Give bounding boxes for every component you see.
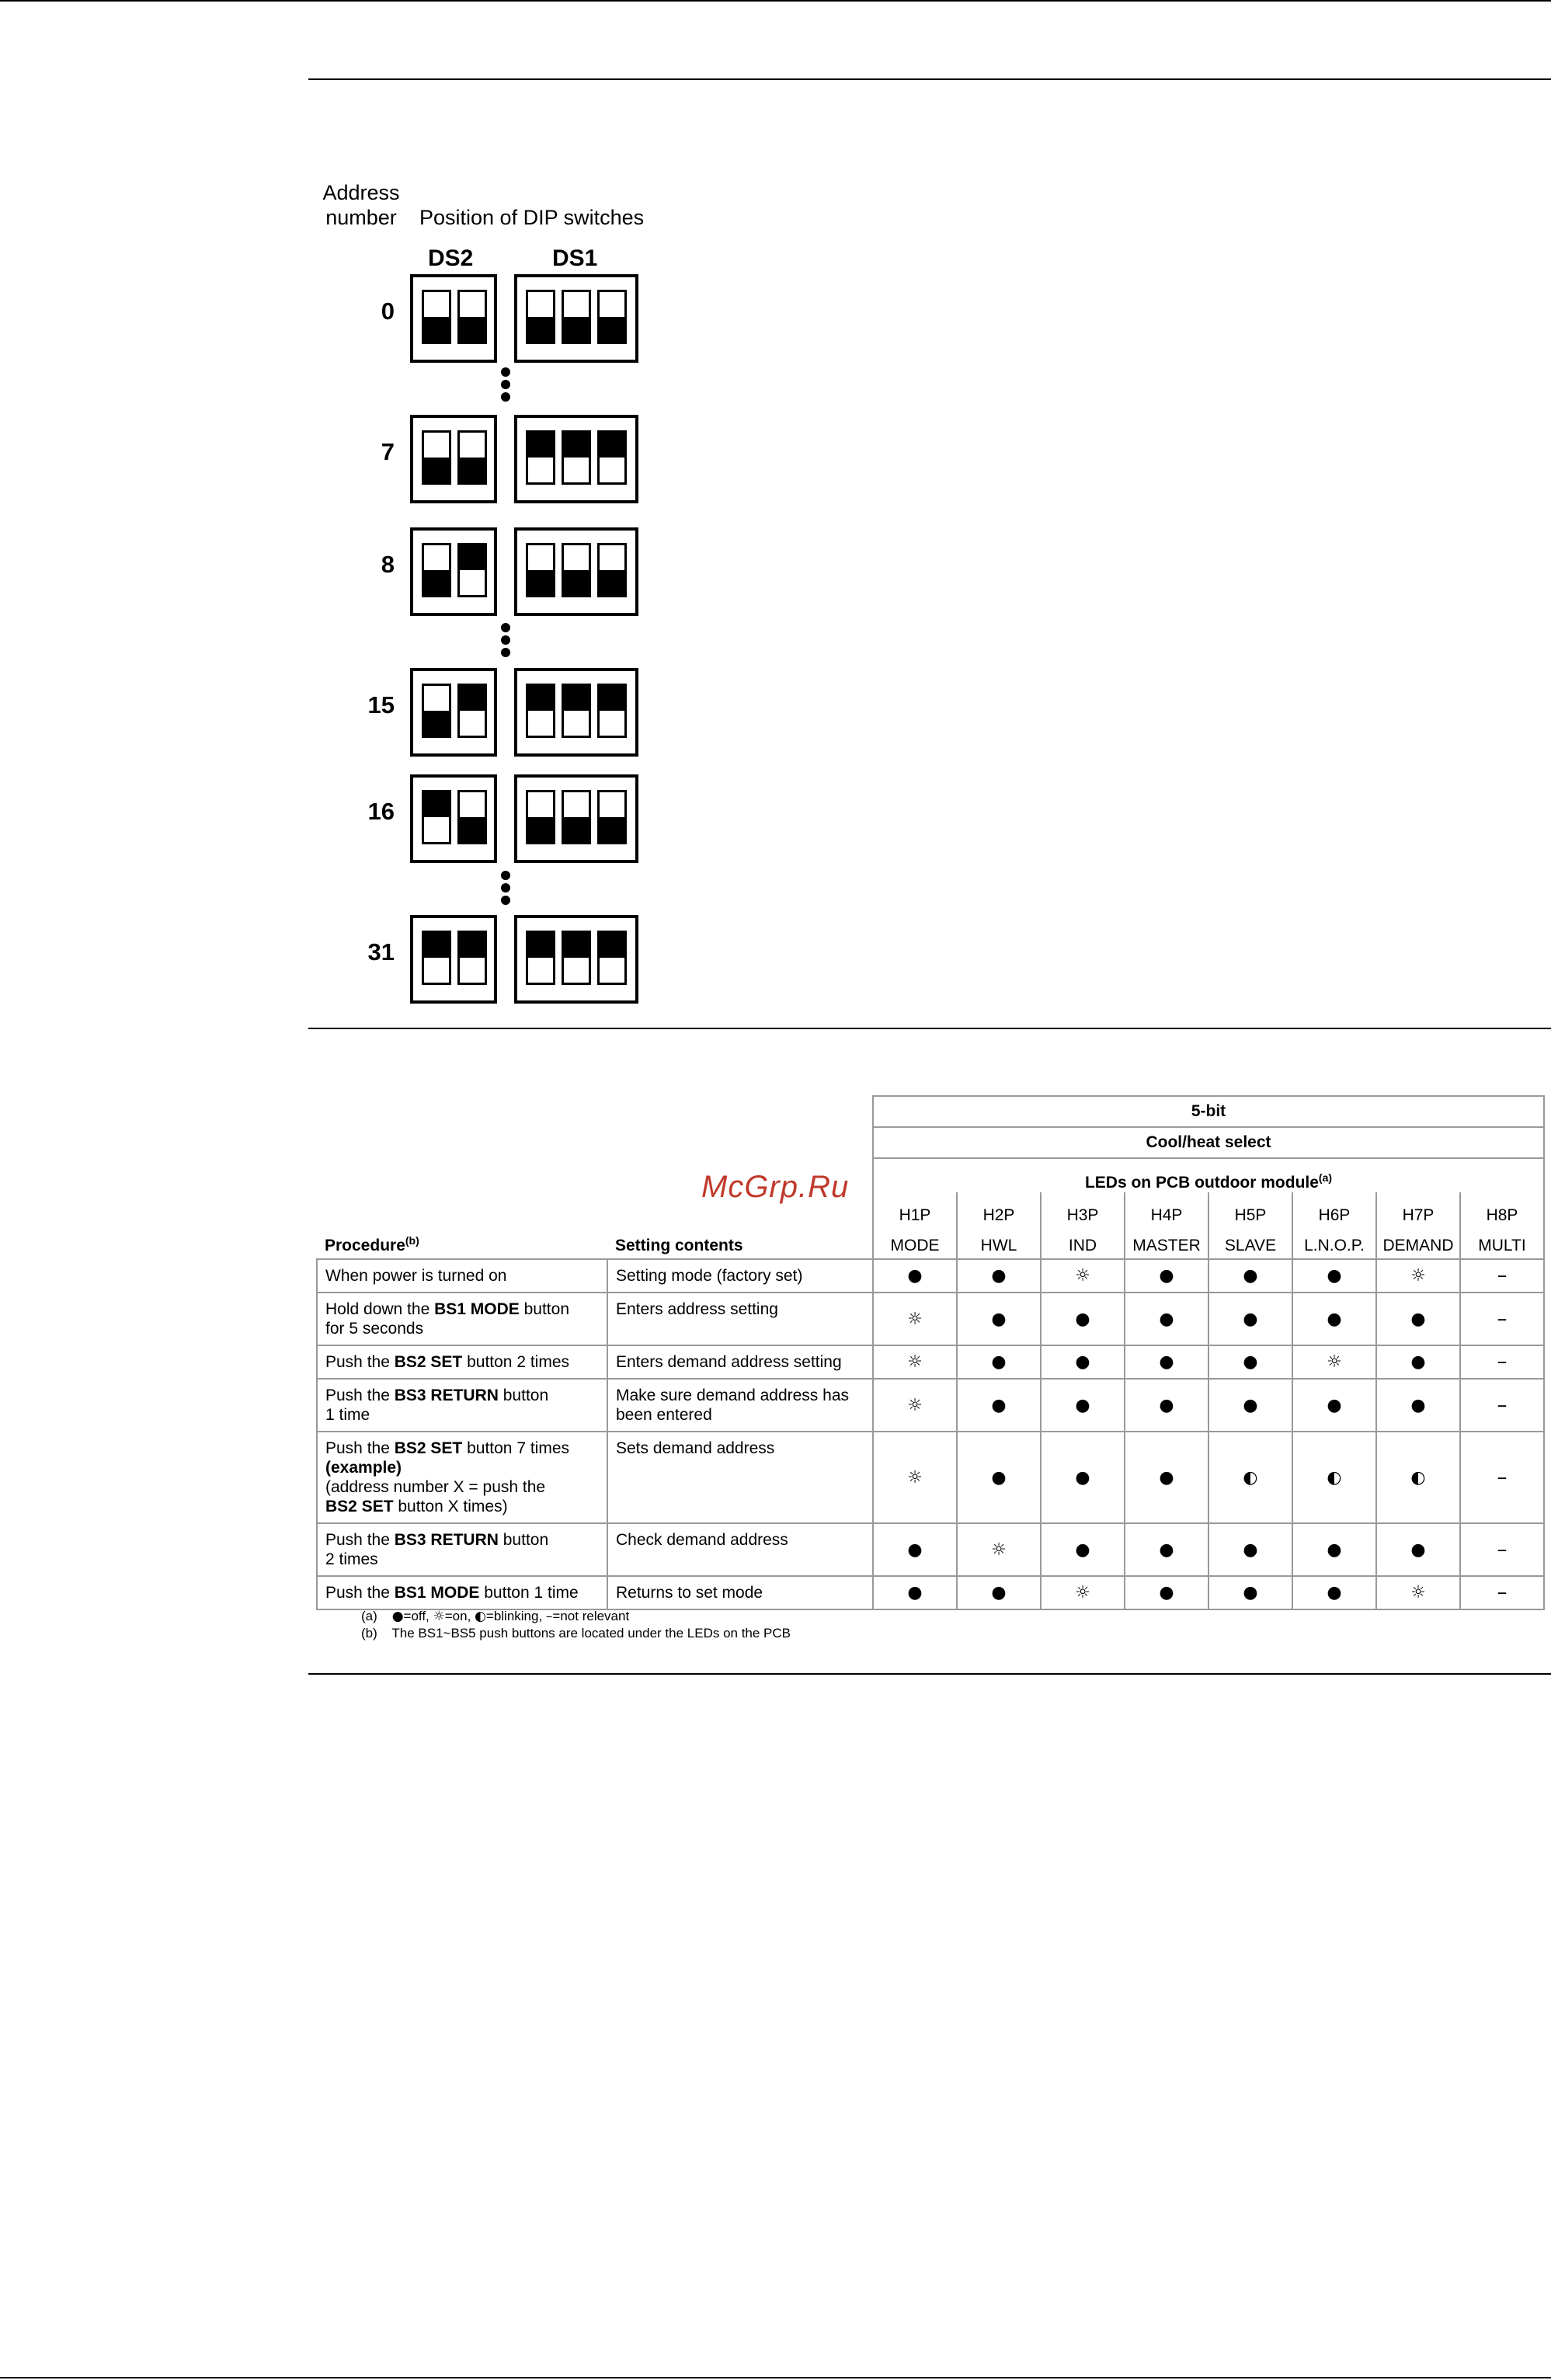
header-leds-on-pcb: [873, 1158, 1544, 1192]
led-code-header: H7P: [1376, 1192, 1460, 1225]
setting-cell: [607, 1293, 873, 1345]
dip-switch: [526, 790, 555, 844]
switch-upper-half: [564, 433, 589, 458]
address-label: 0: [381, 298, 395, 325]
setting-text: Enters demand address setting: [616, 1353, 842, 1371]
led-state-on-icon: ☼: [1041, 1259, 1125, 1293]
table-row: [317, 1293, 1544, 1345]
header-cool-heat: Cool/heat select: [873, 1127, 1544, 1158]
footnote-a: [361, 1608, 791, 1625]
footnote-a-label: (a): [361, 1609, 377, 1623]
dip-switch: [562, 684, 591, 738]
switch-lower-half: [600, 570, 624, 595]
led-state-off-icon: ●: [1376, 1523, 1460, 1576]
led-state-off-icon: ●: [1208, 1523, 1292, 1576]
dip-switch: [526, 543, 555, 597]
dip-switch: [422, 790, 451, 844]
procedure-text: 2 times: [325, 1550, 378, 1568]
procedure-header: [317, 1225, 607, 1259]
switch-lower-half: [600, 711, 624, 736]
switch-lower-half: [460, 817, 485, 842]
switch-upper-half: [528, 292, 553, 317]
switch-upper-half: [460, 686, 485, 711]
dip-switch: [597, 430, 627, 485]
procedure-header-sup: (b): [405, 1234, 419, 1247]
led-code-header: H5P: [1208, 1192, 1292, 1225]
procedure-text: Push the: [325, 1584, 395, 1602]
led-state-off-icon: ●: [873, 1523, 957, 1576]
ds1-switch-block: [514, 274, 638, 363]
led-state-blink-icon: ◐: [1292, 1432, 1376, 1523]
switch-lower-half: [564, 570, 589, 595]
switch-upper-half: [460, 792, 485, 817]
switch-upper-half: [424, 933, 449, 958]
led-state-off-icon: ●: [1041, 1379, 1125, 1432]
procedure-text: BS2 SET: [394, 1353, 463, 1371]
led-code-header: H1P: [873, 1192, 957, 1225]
procedure-cell: [317, 1345, 607, 1379]
led-state-off-icon: ●: [1125, 1293, 1208, 1345]
led-state-off-icon: ●: [1208, 1379, 1292, 1432]
procedure-text: (address number X = push the: [325, 1478, 546, 1496]
led-code-header: H2P: [957, 1192, 1041, 1225]
ds1-label: DS1: [552, 245, 598, 271]
procedure-text: Push the: [325, 1387, 395, 1404]
led-state-off-icon: ●: [1292, 1523, 1376, 1576]
dip-switch: [597, 543, 627, 597]
led-state-on-icon: ☼: [873, 1345, 957, 1379]
setting-cell: [607, 1432, 873, 1523]
ds1-switch-block: [514, 915, 638, 1004]
off-symbol-icon: ●: [391, 1609, 404, 1624]
address-label: 7: [381, 438, 395, 465]
address-label: 31: [367, 938, 395, 966]
address-number-header: [318, 180, 404, 230]
switch-lower-half: [424, 570, 449, 595]
procedure-text: BS1 MODE: [394, 1584, 480, 1602]
led-procedure-table: [316, 1095, 1545, 1610]
led-state-on-icon: ☼: [1292, 1345, 1376, 1379]
switch-lower-half: [528, 711, 553, 736]
switch-lower-half: [424, 958, 449, 983]
led-state-na-icon: –: [1460, 1432, 1544, 1523]
dip-switch: [562, 430, 591, 485]
procedure-text: BS3 RETURN: [394, 1387, 499, 1404]
switch-lower-half: [424, 711, 449, 736]
led-state-on-icon: ☼: [873, 1432, 957, 1523]
table-row: [317, 1259, 1544, 1293]
led-state-na-icon: –: [1460, 1345, 1544, 1379]
procedure-text: button 7 times: [462, 1439, 570, 1457]
led-state-off-icon: ●: [1376, 1293, 1460, 1345]
led-name-header: L.N.O.P.: [1292, 1225, 1376, 1259]
figure-top-rule: [308, 78, 1551, 80]
ellipsis-dot: [501, 896, 510, 905]
setting-text: Setting mode (factory set): [616, 1267, 803, 1285]
ds2-switch-block: [410, 668, 497, 757]
na-symbol-icon: –: [545, 1609, 553, 1624]
led-state-off-icon: ●: [1125, 1345, 1208, 1379]
dip-switch: [562, 931, 591, 985]
procedure-text: When power is turned on: [325, 1267, 507, 1285]
led-name-header: HWL: [957, 1225, 1041, 1259]
switch-lower-half: [460, 958, 485, 983]
switch-lower-half: [600, 317, 624, 342]
footnote-a-blink: =blinking,: [485, 1609, 546, 1623]
led-state-off-icon: ●: [1208, 1259, 1292, 1293]
header-5bit: 5-bit: [873, 1096, 1544, 1127]
dip-switch: [422, 931, 451, 985]
switch-upper-half: [528, 933, 553, 958]
footnote-b-label: (b): [361, 1626, 377, 1641]
led-state-off-icon: ●: [1041, 1293, 1125, 1345]
led-state-off-icon: ●: [1041, 1432, 1125, 1523]
ds1-switch-block: [514, 415, 638, 503]
switch-upper-half: [528, 433, 553, 458]
figure-bottom-rule: [308, 1028, 1551, 1029]
switch-lower-half: [600, 958, 624, 983]
setting-text: Returns to set mode: [616, 1584, 763, 1602]
led-name-header: DEMAND: [1376, 1225, 1460, 1259]
switch-upper-half: [528, 792, 553, 817]
setting-text: Enters address setting: [616, 1300, 778, 1318]
switch-upper-half: [424, 792, 449, 817]
switch-upper-half: [460, 433, 485, 458]
table-body: [317, 1259, 1544, 1609]
led-state-on-icon: ☼: [1376, 1576, 1460, 1609]
procedure-text: button: [498, 1531, 549, 1549]
switch-upper-half: [528, 545, 553, 570]
ellipsis-dot: [501, 871, 510, 880]
led-name-header: MULTI: [1460, 1225, 1544, 1259]
ds2-label: DS2: [428, 245, 474, 271]
dip-switch: [457, 543, 487, 597]
procedure-cell: [317, 1293, 607, 1345]
address-label: 15: [367, 691, 395, 719]
led-state-off-icon: ●: [957, 1379, 1041, 1432]
led-state-off-icon: ●: [1208, 1576, 1292, 1609]
led-name-header: SLAVE: [1208, 1225, 1292, 1259]
blink-symbol-icon: ◐: [475, 1609, 486, 1624]
dip-switch: [562, 790, 591, 844]
procedure-text: 1 time: [325, 1406, 370, 1424]
switch-upper-half: [460, 292, 485, 317]
address-header-line1: Address: [322, 181, 400, 204]
procedure-header-text: Procedure: [325, 1237, 405, 1254]
led-state-na-icon: –: [1460, 1379, 1544, 1432]
ds1-switch-block: [514, 668, 638, 757]
header-leds-text: LEDs on PCB outdoor module: [1084, 1174, 1319, 1192]
led-state-na-icon: –: [1460, 1293, 1544, 1345]
led-state-off-icon: ●: [1292, 1293, 1376, 1345]
led-name-header: MASTER: [1125, 1225, 1208, 1259]
procedure-text: BS2 SET: [394, 1439, 463, 1457]
led-state-off-icon: ●: [1125, 1576, 1208, 1609]
led-state-off-icon: ●: [1292, 1379, 1376, 1432]
led-state-na-icon: –: [1460, 1523, 1544, 1576]
footnote-a-na: =not relevant: [552, 1609, 630, 1623]
switch-lower-half: [528, 570, 553, 595]
setting-cell: [607, 1523, 873, 1576]
dip-switch: [422, 684, 451, 738]
procedure-text: Push the: [325, 1531, 395, 1549]
led-state-off-icon: ●: [1208, 1345, 1292, 1379]
ds2-switch-block: [410, 274, 497, 363]
led-state-na-icon: –: [1460, 1259, 1544, 1293]
led-state-off-icon: ●: [1125, 1432, 1208, 1523]
led-state-off-icon: ●: [957, 1293, 1041, 1345]
ellipsis-dot: [501, 648, 510, 657]
switch-lower-half: [564, 711, 589, 736]
dip-switch: [526, 430, 555, 485]
procedure-cell: [317, 1432, 607, 1523]
led-state-off-icon: ●: [1041, 1345, 1125, 1379]
procedure-text: Push the: [325, 1439, 395, 1457]
dip-switch: [457, 684, 487, 738]
led-state-off-icon: ●: [957, 1432, 1041, 1523]
address-label: 8: [381, 551, 395, 578]
led-code-header: H8P: [1460, 1192, 1544, 1225]
bottom-page-rule: [0, 2377, 1551, 2378]
switch-lower-half: [460, 570, 485, 595]
footnote-b: [361, 1625, 791, 1642]
led-state-on-icon: ☼: [873, 1379, 957, 1432]
switch-lower-half: [528, 458, 553, 482]
switch-upper-half: [424, 686, 449, 711]
dip-switch: [526, 290, 555, 344]
ds2-switch-block: [410, 415, 497, 503]
dip-switch: [457, 931, 487, 985]
switch-upper-half: [600, 433, 624, 458]
procedure-text: button: [498, 1387, 549, 1404]
procedure-text: button 1 time: [479, 1584, 579, 1602]
dip-switch: [597, 790, 627, 844]
switch-lower-half: [600, 458, 624, 482]
dip-switch: [422, 290, 451, 344]
setting-text: Check demand address: [616, 1531, 788, 1549]
switch-upper-half: [528, 686, 553, 711]
switch-upper-half: [460, 933, 485, 958]
led-name-header: IND: [1041, 1225, 1125, 1259]
address-label: 16: [367, 798, 395, 825]
switch-upper-half: [460, 545, 485, 570]
led-code-header: H3P: [1041, 1192, 1125, 1225]
led-state-off-icon: ●: [957, 1345, 1041, 1379]
switch-upper-half: [424, 292, 449, 317]
procedure-text: button 2 times: [462, 1353, 570, 1371]
led-state-na-icon: –: [1460, 1576, 1544, 1609]
led-state-blink-icon: ◐: [1376, 1432, 1460, 1523]
ds2-switch-block: [410, 915, 497, 1004]
led-state-off-icon: ●: [1376, 1379, 1460, 1432]
header-leds-sup: (a): [1318, 1171, 1333, 1184]
dip-switch: [457, 790, 487, 844]
setting-text: been entered: [616, 1406, 712, 1424]
led-state-off-icon: ●: [1292, 1576, 1376, 1609]
dip-switch: [597, 290, 627, 344]
led-state-off-icon: ●: [1125, 1523, 1208, 1576]
footnote-a-off: =off,: [403, 1609, 433, 1623]
procedure-cell: [317, 1379, 607, 1432]
led-state-off-icon: ●: [1376, 1345, 1460, 1379]
procedure-text: BS2 SET: [325, 1498, 394, 1515]
top-page-rule: [0, 0, 1551, 2]
led-codes-row: [317, 1192, 1544, 1225]
switch-lower-half: [460, 711, 485, 736]
led-state-on-icon: ☼: [873, 1293, 957, 1345]
watermark: McGrp.Ru: [701, 1170, 850, 1204]
led-state-on-icon: ☼: [1376, 1259, 1460, 1293]
dip-switch: [526, 684, 555, 738]
setting-cell: [607, 1345, 873, 1379]
position-header: Position of DIP switches: [419, 206, 645, 229]
switch-upper-half: [424, 545, 449, 570]
led-code-header: H6P: [1292, 1192, 1376, 1225]
dip-switch: [562, 543, 591, 597]
procedure-text: Push the: [325, 1353, 395, 1371]
footnotes: [361, 1608, 791, 1642]
led-state-off-icon: ●: [1292, 1259, 1376, 1293]
footnote-a-on: =on,: [444, 1609, 475, 1623]
led-state-off-icon: ●: [1125, 1379, 1208, 1432]
table-row: [317, 1523, 1544, 1576]
led-state-off-icon: ●: [1125, 1259, 1208, 1293]
dip-switch: [597, 684, 627, 738]
led-code-header: H4P: [1125, 1192, 1208, 1225]
switch-upper-half: [564, 792, 589, 817]
ellipsis-dot: [501, 635, 510, 645]
led-state-on-icon: ☼: [957, 1523, 1041, 1576]
led-state-off-icon: ●: [1208, 1293, 1292, 1345]
procedure-cell: [317, 1259, 607, 1293]
ellipsis-dot: [501, 380, 510, 389]
dip-switch: [422, 430, 451, 485]
led-state-on-icon: ☼: [1041, 1576, 1125, 1609]
address-header-line2: number: [325, 206, 397, 229]
led-state-off-icon: ●: [957, 1259, 1041, 1293]
switch-upper-half: [564, 545, 589, 570]
switch-upper-half: [600, 545, 624, 570]
setting-cell: [607, 1379, 873, 1432]
switch-upper-half: [564, 686, 589, 711]
table-row: [317, 1379, 1544, 1432]
switch-upper-half: [600, 292, 624, 317]
led-state-blink-icon: ◐: [1208, 1432, 1292, 1523]
procedure-cell: [317, 1523, 607, 1576]
switch-upper-half: [600, 686, 624, 711]
led-names-row: [317, 1225, 1544, 1259]
switch-lower-half: [528, 317, 553, 342]
table-row: [317, 1576, 1544, 1609]
switch-lower-half: [528, 958, 553, 983]
table-row: [317, 1432, 1544, 1523]
procedure-text: button: [519, 1300, 570, 1318]
switch-lower-half: [528, 817, 553, 842]
switch-lower-half: [460, 458, 485, 482]
switch-lower-half: [600, 817, 624, 842]
procedure-text: Hold down the: [325, 1300, 435, 1318]
ds1-switch-block: [514, 774, 638, 863]
dip-switch: [457, 430, 487, 485]
switch-lower-half: [564, 817, 589, 842]
procedure-text: (example): [325, 1459, 402, 1477]
switch-upper-half: [564, 292, 589, 317]
procedure-text: button X times): [393, 1498, 508, 1515]
switch-lower-half: [424, 317, 449, 342]
dip-switch: [422, 543, 451, 597]
ellipsis-dot: [501, 623, 510, 632]
procedure-text: BS3 RETURN: [394, 1531, 499, 1549]
led-state-off-icon: ●: [957, 1576, 1041, 1609]
on-symbol-icon: ☼: [433, 1609, 445, 1624]
setting-cell: [607, 1576, 873, 1609]
switch-lower-half: [460, 317, 485, 342]
setting-text: Sets demand address: [616, 1439, 775, 1457]
switch-lower-half: [564, 317, 589, 342]
switch-lower-half: [564, 958, 589, 983]
table-bottom-rule: [308, 1673, 1551, 1675]
dip-switch: [526, 931, 555, 985]
led-state-off-icon: ●: [873, 1576, 957, 1609]
led-state-off-icon: ●: [873, 1259, 957, 1293]
procedure-cell: [317, 1576, 607, 1609]
switch-lower-half: [424, 458, 449, 482]
switch-lower-half: [424, 817, 449, 842]
procedure-text: BS1 MODE: [434, 1300, 520, 1318]
setting-cell: [607, 1259, 873, 1293]
switch-upper-half: [424, 433, 449, 458]
ds2-switch-block: [410, 527, 497, 616]
ds1-switch-block: [514, 527, 638, 616]
footnote-b-text: The BS1~BS5 push buttons are located under the LEDs on the PCB: [391, 1626, 791, 1641]
ellipsis-dot: [501, 367, 510, 377]
dip-switch: [457, 290, 487, 344]
led-name-header: MODE: [873, 1225, 957, 1259]
led-state-off-icon: ●: [1041, 1523, 1125, 1576]
switch-upper-half: [600, 792, 624, 817]
switch-upper-half: [600, 933, 624, 958]
dip-switch: [597, 931, 627, 985]
setting-text: Make sure demand address has: [616, 1387, 849, 1404]
ellipsis-dot: [501, 392, 510, 402]
procedure-text: for 5 seconds: [325, 1320, 424, 1338]
ds2-switch-block: [410, 774, 497, 863]
ellipsis-dot: [501, 883, 510, 893]
table-row: [317, 1345, 1544, 1379]
setting-header: Setting contents: [607, 1225, 873, 1259]
dip-switch: [562, 290, 591, 344]
switch-upper-half: [564, 933, 589, 958]
switch-lower-half: [564, 458, 589, 482]
